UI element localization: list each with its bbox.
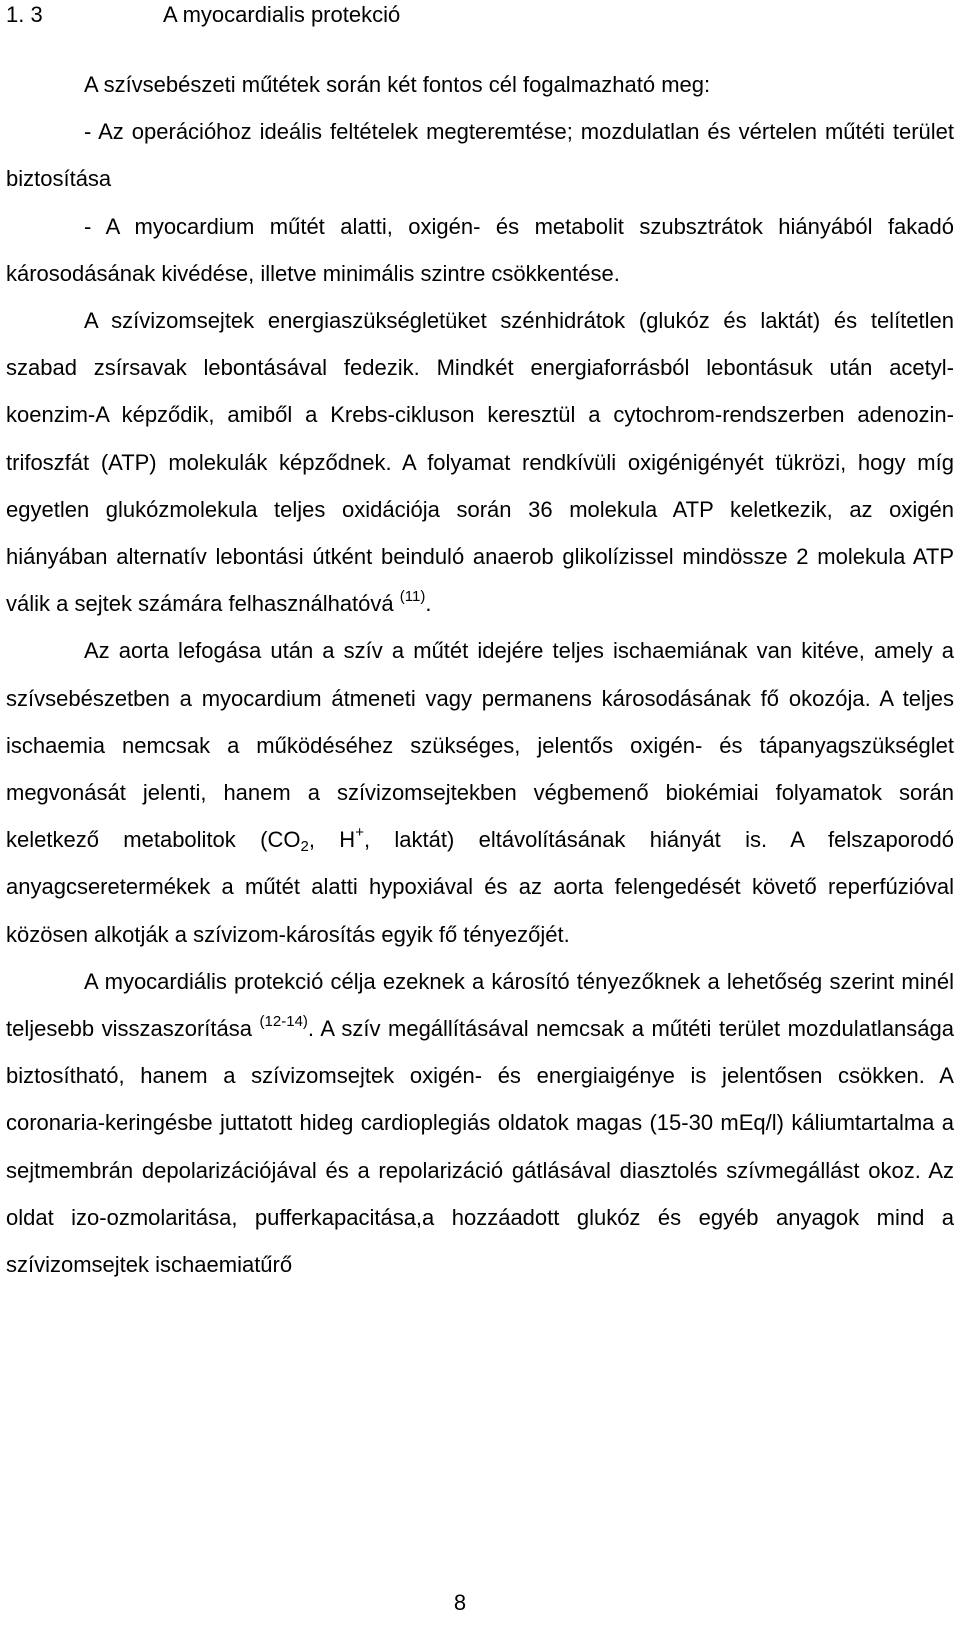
hydrogen-superscript: + <box>355 824 364 842</box>
reference-superscript: (12-14) <box>259 1013 308 1031</box>
paragraph-goal-2 <box>6 203 954 297</box>
paragraph-goal-1 <box>6 108 954 202</box>
page-number: 8 <box>453 1590 467 1615</box>
paragraph-ischaemia-text-a: Az aorta lefogása után a szív a műtét idejére teljes ischaemiának van kitéve, amely a szívsebészetben a myocardium átmeneti vagy permanens károsodásának fő okozója. A teljes ischaemia nemcsak a működéséhez szükséges, jelentős oxigén- és tápanyagszükséglet megvonását jelenti, hanem a szívizomsejtekben végbemenő biokémiai folyamatok során keletkező metabolitok (CO <box>6 638 954 853</box>
paragraph-intro <box>6 61 954 108</box>
section-title: A myocardialis protekció <box>163 2 401 27</box>
co2-subscript: 2 <box>300 838 309 856</box>
paragraph-intro-text: A szívsebészeti műtétek során két fontos cél fogalmazható meg: <box>84 72 711 97</box>
reference-superscript: (11) <box>399 588 426 606</box>
paragraph-ischaemia <box>6 627 954 957</box>
paragraph-energy-end: . <box>425 591 432 617</box>
paragraph-protection <box>6 958 954 1288</box>
paragraph-goal-1-text: - Az operációhoz ideális feltételek megteremtése; mozdulatlan és vértelen műtéti terület biztosítása <box>6 119 954 192</box>
section-number: 1. 3 <box>6 2 43 27</box>
paragraph-ischaemia-text-c: , laktát) eltávolításának hiányát is. A felszaporodó anyagcseretermékek a műtét alatti hypoxiával és az aorta felengedését követő reperfúzióval közösen alkotják a szívizom-károsítás egyik fő tényezőjét. <box>6 827 954 947</box>
paragraph-ischaemia-text-b: , H <box>308 827 356 853</box>
paragraph-goal-2-text: - A myocardium műtét alatti, oxigén- és metabolit szubsztrátok hiányából fakadó károsodásának kivédése, illetve minimális szintre csökkentése. <box>6 213 954 286</box>
paragraph-energy <box>6 297 954 627</box>
body-text <box>6 61 954 1288</box>
paragraph-protection-text-b: . A szív megállításával nemcsak a műtéti terület mozdulatlansága biztosítható, hanem a szívizomsejtek oxigén- és energiaigénye is jelentősen csökken. A coronaria-keringésbe juttatott hideg cardioplegiás oldatok magas (15-30 mEq/l) káliumtartalma a sejtmembrán depolarizációjával és a repolarizáció gátlásával diasztolés szívmegállást okoz. Az oldat izo-ozmolaritása, pufferkapacitása,a hozzáadott glukóz és egyéb anyagok mind a szívizomsejtek ischaemiatűrő <box>6 1016 954 1278</box>
paragraph-energy-text: A szívizomsejtek energiaszükségletüket szénhidrátok (glukóz és laktát) és telítetlen szabad zsírsavak lebontásával fedezik. Mindkét energiaforrásból lebontásuk után acetyl-koenzim-A képződik, amiből a Krebs-cikluson keresztül a cytochrom-rendszerben adenozin-trifoszfát (ATP) molekulák képződnek. A folyamat rendkívüli oxigénigényét tükrözi, hogy míg egyetlen glukózmolekula teljes oxidációja során 36 molekula ATP keletkezik, az oxigén hiányában alternatív lebontási útként beinduló anaerob glikolízissel mindössze 2 molekula ATP válik a sejtek számára felhasználhatóvá <box>6 308 954 617</box>
paragraph-protection-text-a: A myocardiális protekció célja ezeknek a károsító tényezőknek a lehetőség szerint minél teljesebb visszaszorítása <box>6 968 954 1042</box>
